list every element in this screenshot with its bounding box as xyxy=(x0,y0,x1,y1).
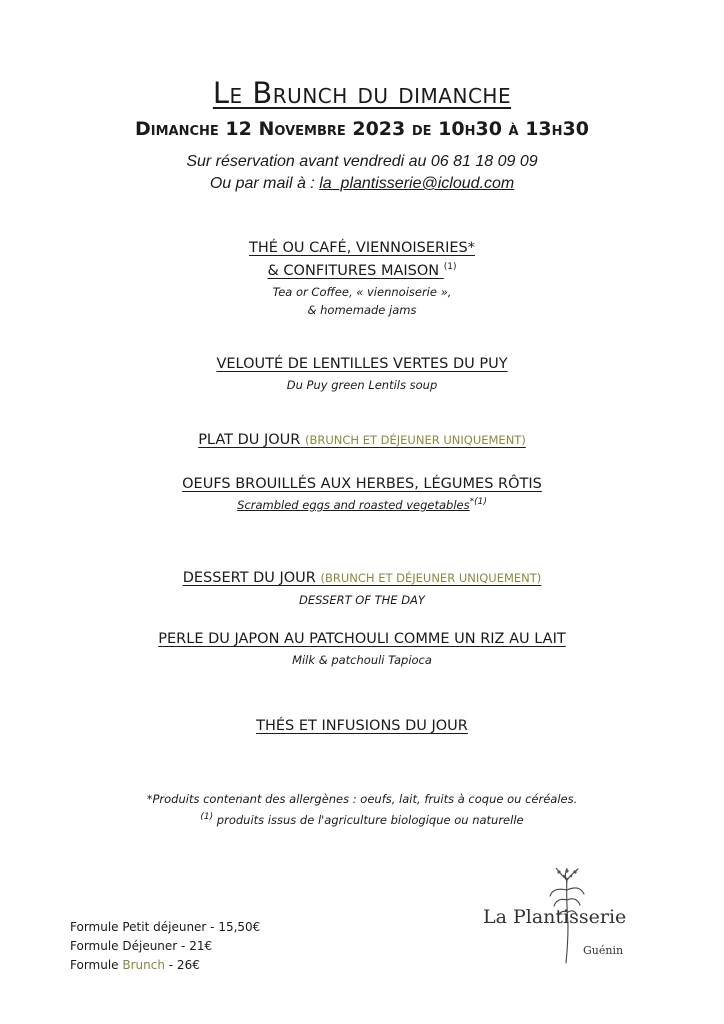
dish-jams-translation: & homemade jams xyxy=(307,303,417,317)
page-title: Le Brunch du dimanche xyxy=(212,76,512,110)
dish-eggs-translation-text: Scrambled eggs and roasted vegetables xyxy=(237,497,470,512)
formula-brunch-word: Brunch xyxy=(122,958,165,972)
dessert-label: DESSERT DU JOUR xyxy=(182,570,316,586)
dessert-translation: DESSERT OF THE DAY xyxy=(299,593,425,607)
bio-marker: (1) xyxy=(443,262,457,272)
plat-du-jour-label: PLAT DU JOUR xyxy=(198,432,301,448)
dish-tea-coffee: THÉ OU CAFÉ, VIENNOISERIES* xyxy=(248,240,475,256)
dish-tapioca: PERLE DU JAPON AU PATCHOULI COMME UN RIZ AU LAIT xyxy=(158,631,566,647)
dish-soup: VELOUTÉ DE LENTILLES VERTES DU PUY xyxy=(216,356,508,372)
formula-brunch-price: - 26€ xyxy=(164,958,200,972)
reservation-phone: Sur réservation avant vendredi au 06 81 18 09 09 xyxy=(186,153,538,170)
formula-dejeuner: Formule Déjeuner - 21€ xyxy=(70,939,213,953)
dish-jams-label: & CONFITURES MAISON xyxy=(267,262,440,279)
plat-du-jour-heading xyxy=(0,432,724,448)
logo-name: La Plantisserie xyxy=(483,906,627,928)
dessert-heading xyxy=(0,570,724,586)
event-date: Dimanche 12 Novembre 2023 de 10h30 à 13h30 xyxy=(135,118,589,140)
logo-subtitle: Guénin xyxy=(583,944,624,957)
dish-eggs-translation xyxy=(0,497,724,512)
dish-tea-coffee-translation: Tea or Coffee, « viennoiserie », xyxy=(272,285,452,299)
mail-link[interactable]: la_plantisserie@icloud.com xyxy=(319,175,515,192)
formula-petit-dejeuner: Formule Petit déjeuner - 15,50€ xyxy=(70,920,261,934)
formula-brunch xyxy=(70,956,260,975)
dish-soup-translation: Du Puy green Lentils soup xyxy=(286,378,438,392)
allergen-bio-marker: *(1) xyxy=(469,497,487,507)
dish-tapioca-translation: Milk & patchouli Tapioca xyxy=(292,653,432,667)
dish-jams xyxy=(0,262,724,279)
formulas-list xyxy=(70,918,260,975)
formula-brunch-prefix: Formule xyxy=(70,958,123,972)
dish-eggs: OEUFS BROUILLÉS AUX HERBES, LÉGUMES RÔTIS xyxy=(182,476,542,492)
dish-teas: THÉS ET INFUSIONS DU JOUR xyxy=(256,718,468,734)
reservation-mail xyxy=(0,175,724,193)
plat-du-jour-note: (BRUNCH ET DÉJEUNER UNIQUEMENT) xyxy=(304,433,526,447)
bio-note xyxy=(0,812,724,827)
bio-note-text: produits issus de l'agriculture biologique ou naturelle xyxy=(213,812,524,827)
dessert-note: (BRUNCH ET DÉJEUNER UNIQUEMENT) xyxy=(320,571,542,585)
allergens-note: *Produits contenant des allergènes : oeufs, lait, fruits à coque ou céréales. xyxy=(146,792,578,806)
bio-note-marker: (1) xyxy=(200,812,214,822)
mail-prefix: Ou par mail à : xyxy=(209,175,320,192)
